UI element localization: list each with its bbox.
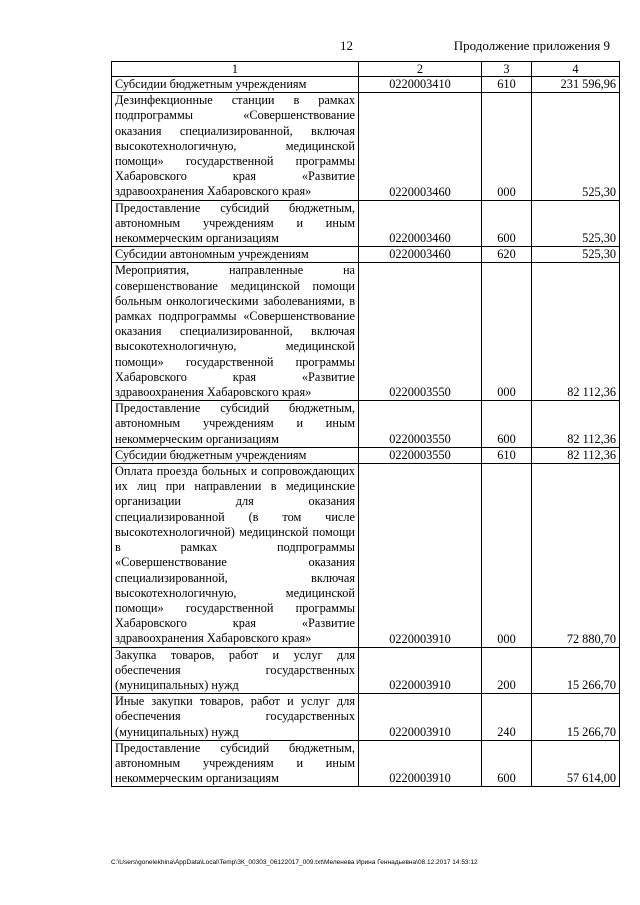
row-expense-type: 620 — [482, 247, 532, 263]
row-code: 0220003910 — [359, 464, 482, 647]
table-header-row — [112, 62, 620, 77]
budget-table — [111, 61, 620, 787]
row-name: Предоставление субсидий бюджетным, автономным учреждениям и иным некоммерческим организациям — [112, 200, 359, 247]
row-code: 0220003550 — [359, 401, 482, 448]
row-name: Закупка товаров, работ и услуг для обеспечения государственных (муниципальных) нужд — [112, 647, 359, 694]
row-amount: 57 614,00 — [532, 740, 620, 787]
row-code: 0220003460 — [359, 247, 482, 263]
row-amount: 525,30 — [532, 200, 620, 247]
row-expense-type: 610 — [482, 447, 532, 463]
table-row — [112, 401, 620, 448]
row-expense-type: 000 — [482, 263, 532, 401]
row-name: Оплата проезда больных и сопровождающих их лиц при направлении в медицинские организации для оказания специализированной (в том числе высокотехнологичной) медицинской помощи в рамках подпрограммы «Совершенствование оказания специализированной, включая высокотехнологичную, медицинской помощи» государственной программы Хабаровского края «Развитие здравоохранения Хабаровского края» — [112, 464, 359, 647]
file-path-footer: C:\Users\gonelekhina\AppData\Local\Temp\ЗК_00303_06122017_009.txt\Меленева Ирина Геннадьевна\08.12.2017 14:53:12 — [111, 859, 478, 866]
row-amount: 82 112,36 — [532, 447, 620, 463]
table-row — [112, 740, 620, 787]
row-name: Дезинфекционные станции в рамках подпрограммы «Совершенствование оказания специализированной, включая высокотехнологичную, медицинской помощи» государственной программы Хабаровского края «Развитие здравоохранения Хабаровского края» — [112, 93, 359, 200]
row-amount: 82 112,36 — [532, 401, 620, 448]
row-code: 0220003410 — [359, 77, 482, 93]
table-row — [112, 647, 620, 694]
page-number: 12 — [340, 38, 353, 53]
row-expense-type: 600 — [482, 740, 532, 787]
row-expense-type: 200 — [482, 647, 532, 694]
column-header: 1 — [112, 62, 359, 77]
row-code: 0220003460 — [359, 200, 482, 247]
row-name: Субсидии бюджетным учреждениям — [112, 447, 359, 463]
row-code: 0220003910 — [359, 647, 482, 694]
row-code: 0220003910 — [359, 740, 482, 787]
row-name: Субсидии бюджетным учреждениям — [112, 77, 359, 93]
table-row — [112, 247, 620, 263]
row-code: 0220003550 — [359, 263, 482, 401]
row-amount: 525,30 — [532, 247, 620, 263]
row-expense-type: 000 — [482, 464, 532, 647]
row-amount: 82 112,36 — [532, 263, 620, 401]
row-amount: 15 266,70 — [532, 647, 620, 694]
continuation-label: Продолжение приложения 9 — [453, 38, 610, 53]
row-expense-type: 600 — [482, 200, 532, 247]
row-name: Иные закупки товаров, работ и услуг для обеспечения государственных (муниципальных) нужд — [112, 694, 359, 741]
table-row — [112, 93, 620, 200]
row-expense-type: 600 — [482, 401, 532, 448]
table-row — [112, 263, 620, 401]
row-name: Субсидии автономным учреждениям — [112, 247, 359, 263]
table-row — [112, 200, 620, 247]
row-expense-type: 240 — [482, 694, 532, 741]
row-amount: 15 266,70 — [532, 694, 620, 741]
row-amount: 72 880,70 — [532, 464, 620, 647]
row-amount: 525,30 — [532, 93, 620, 200]
table-row — [112, 77, 620, 93]
row-name: Предоставление субсидий бюджетным, автономным учреждениям и иным некоммерческим организациям — [112, 740, 359, 787]
row-code: 0220003910 — [359, 694, 482, 741]
row-code: 0220003550 — [359, 447, 482, 463]
row-name: Мероприятия, направленные на совершенствование медицинской помощи больным онкологическими заболеваниями, в рамках подпрограммы «Совершенствование оказания специализированной, включая высокотехнологичную, медицинской помощи» государственной программы Хабаровского края «Развитие здравоохранения Хабаровского края» — [112, 263, 359, 401]
row-expense-type: 610 — [482, 77, 532, 93]
column-header: 4 — [532, 62, 620, 77]
row-name: Предоставление субсидий бюджетным, автономным учреждениям и иным некоммерческим организациям — [112, 401, 359, 448]
column-header: 2 — [359, 62, 482, 77]
row-code: 0220003460 — [359, 93, 482, 200]
table-row — [112, 447, 620, 463]
row-expense-type: 000 — [482, 93, 532, 200]
table-row — [112, 694, 620, 741]
table-row — [112, 464, 620, 647]
row-amount: 231 596,96 — [532, 77, 620, 93]
column-header: 3 — [482, 62, 532, 77]
